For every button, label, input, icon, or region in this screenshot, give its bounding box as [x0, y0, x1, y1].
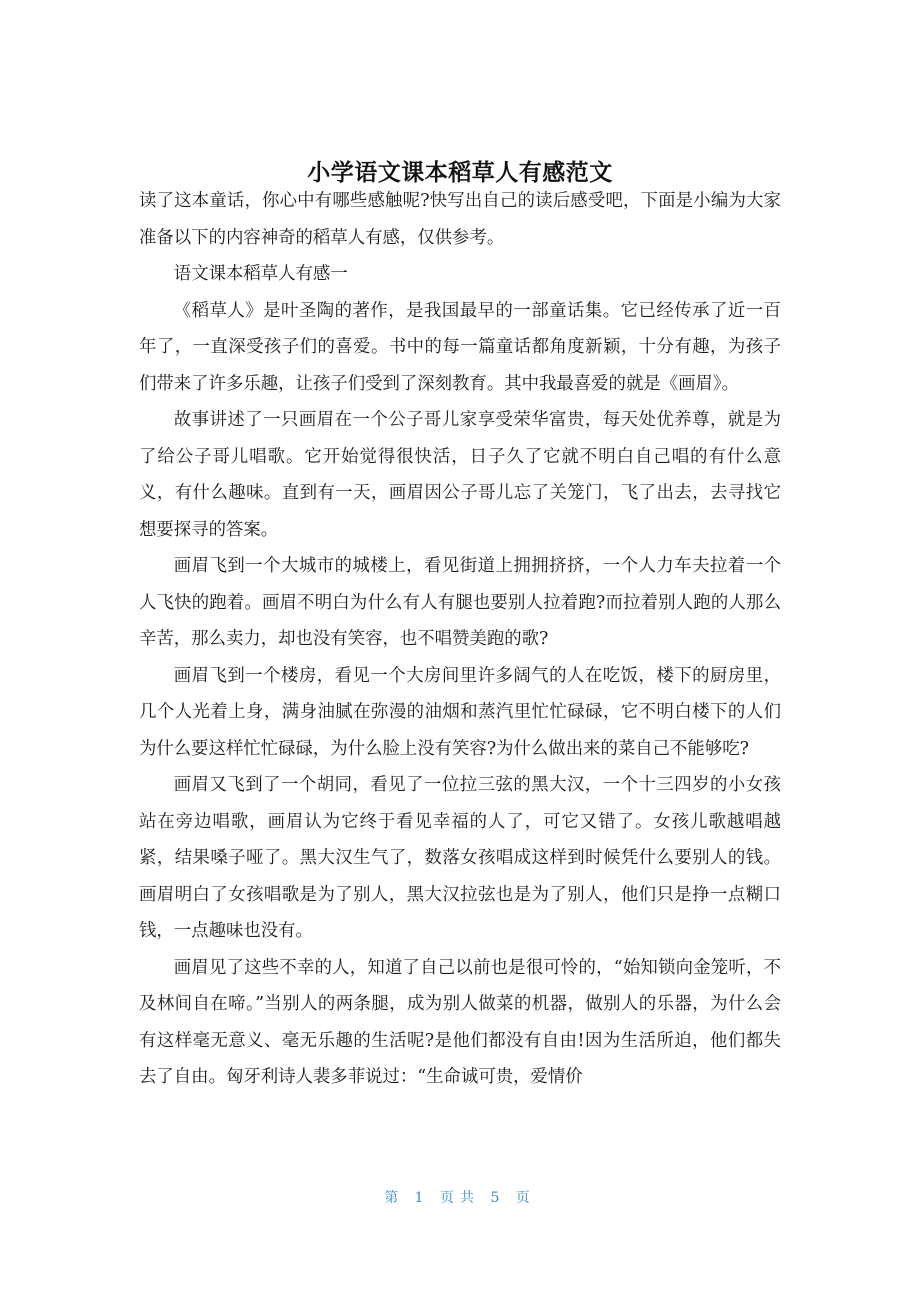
page-title: 小学语文课本稻草人有感范文: [307, 160, 613, 187]
body-paragraph: 故事讲述了一只画眉在一个公子哥儿家享受荣华富贵，每天处优养尊，就是为了给公子哥儿唱歌。它开始觉得很快活，日子久了它就不明白自己唱的有什么意义，有什么趣味。直到有一天，画眉因公子哥儿忘了关笼门，飞了出去，去寻找它想要探寻的答案。: [139, 410, 781, 540]
section-heading: 语文课本稻草人有感一: [173, 264, 348, 284]
body-paragraph: 《稻草人》是叶圣陶的著作，是我国最早的一部童话集。它已经传承了近一百年了，一直深受孩子们的喜爱。书中的每一篇童话都角度新颖，十分有趣，为孩子们带来了许多乐趣，让孩子们受到了深刻教育。其中我最喜爱的就是《画眉》。: [139, 300, 781, 394]
body-paragraph: 画眉飞到一个楼房，看见一个大房间里许多阔气的人在吃饭，楼下的厨房里，几个人光着上身，满身油腻在弥漫的油烟和蒸汽里忙忙碌碌，它不明白楼下的人们为什么要这样忙忙碌碌，为什么脸上没有笑容?为什么做出来的菜自己不能够吃?: [139, 665, 781, 759]
document-body: [139, 183, 781, 1096]
page-footer: 第 1 页共 5 页: [384, 1190, 536, 1206]
body-paragraph: 画眉又飞到了一个胡同，看见了一位拉三弦的黑大汉，一个十三四岁的小女孩站在旁边唱歌，画眉认为它终于看见幸福的人了，可它又错了。女孩儿歌越唱越紧，结果嗓子哑了。黑大汉生气了，数落女孩唱成这样到时候凭什么要别人的钱。画眉明白了女孩唱歌是为了别人，黑大汉拉弦也是为了别人，他们只是挣一点糊口钱，一点趣味也没有。: [139, 775, 781, 941]
intro-paragraph: 读了这本童话，你心中有哪些感触呢?快写出自己的读后感受吧，下面是小编为大家准备以下的内容神奇的稻草人有感，仅供参考。: [139, 191, 781, 248]
body-paragraph: 画眉见了这些不幸的人，知道了自己以前也是很可怜的，“始知锁向金笼听，不及林间自在啼。”当别人的两条腿，成为别人做菜的机器，做别人的乐器，为什么会有这样毫无意义、毫无乐趣的生活呢?是他们都没有自由!因为生活所迫，他们都失去了自由。匈牙利诗人裴多菲说过：“生命诚可贵，爱情价: [139, 957, 781, 1087]
body-paragraph: 画眉飞到一个大城市的城楼上，看见街道上拥拥挤挤，一个人力车夫拉着一个人飞快的跑着。画眉不明白为什么有人有腿也要别人拉着跑?而拉着别人跑的人那么辛苦，那么卖力，却也没有笑容，也不唱赞美跑的歌?: [139, 556, 781, 649]
